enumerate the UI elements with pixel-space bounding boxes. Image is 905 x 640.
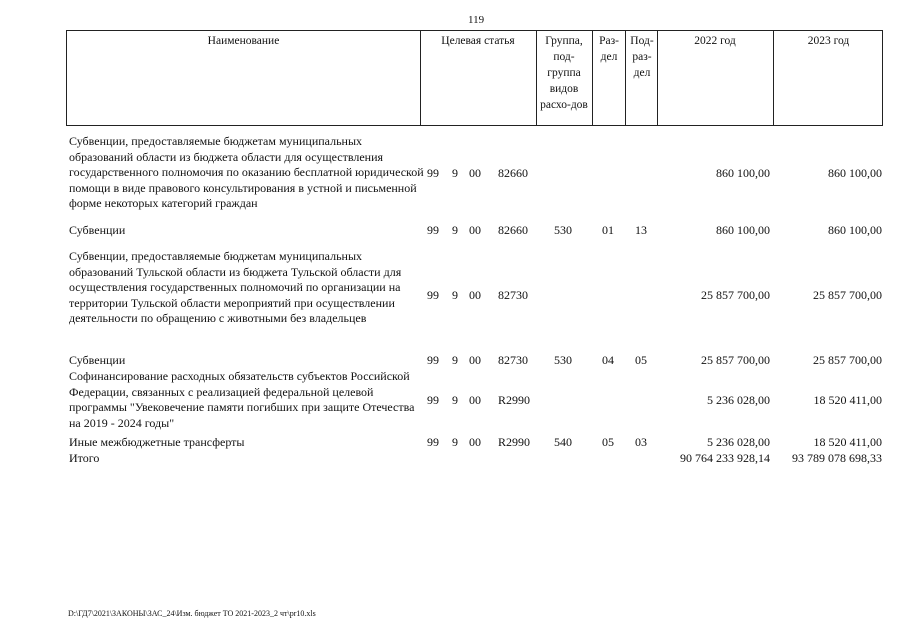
main-event-code: 00 (469, 223, 481, 237)
header-2023: 2023 год (807, 35, 850, 47)
amount-2023: 18 520 411,00 (813, 393, 882, 407)
total-2022: 90 764 233 928,14 (680, 451, 770, 465)
program-code: 99 (427, 223, 439, 237)
amount-2022: 25 857 700,00 (701, 353, 770, 367)
subsection: 05 (635, 353, 647, 367)
direction-code: 82660 (498, 166, 528, 180)
row-name: Субвенции (69, 223, 126, 237)
section: 01 (602, 223, 614, 237)
subprogram-code: 9 (452, 353, 458, 367)
main-event-code: 00 (469, 393, 481, 407)
table-row (66, 435, 896, 451)
row-name: Софинансирование расходных обязательств субъектов Российской Федерации, связанных с реализацией федеральной целевой программы "Увековечение памяти погибших при защите Отечества на 2019 - 2024 годы" (69, 369, 415, 430)
table-row (66, 353, 896, 369)
column-divider (592, 31, 593, 125)
program-code: 99 (427, 435, 439, 449)
program-code: 99 (427, 288, 439, 302)
expense-group: 540 (554, 435, 572, 449)
main-event-code: 00 (469, 435, 481, 449)
header-expense-group: Группа, под-группа видов расхо-дов (540, 35, 588, 111)
row-name: Субвенции, предоставляемые бюджетам муниципальных образований Тульской области из бюджета Тульской области для осуществления государственных полномочий по организации на территории Тульской области мероприятий при осуществлении деятельности по обращению с животными без владельцев (69, 249, 402, 325)
amount-2022: 5 236 028,00 (707, 393, 770, 407)
file-path-footer: D:\ГД7\2021\ЗАКОНЫ\ЗАС_24\Изм. бюджет ТО 2021-2023_2 чт\pr10.xls (68, 609, 316, 618)
column-divider (536, 31, 537, 125)
total-label: Итого (69, 451, 100, 465)
amount-2023: 18 520 411,00 (813, 435, 882, 449)
program-code: 99 (427, 166, 439, 180)
header-section: Раз-дел (599, 35, 619, 63)
subsection: 13 (635, 223, 647, 237)
total-row (66, 451, 896, 467)
amount-2022: 25 857 700,00 (701, 288, 770, 302)
direction-code: 82660 (498, 223, 528, 237)
header-target-article: Целевая статья (441, 35, 515, 47)
subprogram-code: 9 (452, 393, 458, 407)
direction-code: 82730 (498, 353, 528, 367)
program-code: 99 (427, 353, 439, 367)
table-row (66, 223, 896, 239)
subprogram-code: 9 (452, 435, 458, 449)
subprogram-code: 9 (452, 288, 458, 302)
column-divider (625, 31, 626, 125)
expense-group: 530 (554, 223, 572, 237)
header-name: Наименование (207, 35, 280, 47)
header-2022: 2022 год (694, 35, 736, 47)
expense-group: 530 (554, 353, 572, 367)
table-row (66, 369, 896, 433)
table-row (66, 134, 896, 214)
amount-2022: 860 100,00 (716, 223, 770, 237)
header-subsection: Под-раз-дел (630, 35, 654, 79)
amount-2023: 25 857 700,00 (813, 288, 882, 302)
row-name: Субвенции (69, 353, 126, 367)
amount-2022: 860 100,00 (716, 166, 770, 180)
total-2023: 93 789 078 698,33 (792, 451, 882, 465)
amount-2023: 25 857 700,00 (813, 353, 882, 367)
row-name: Субвенции, предоставляемые бюджетам муниципальных образований области из бюджета области для осуществления государственного полномочия по оказанию бесплатной юридической помощи в виде правового консультирования в устной и письменной форме некоторых категорий граждан (69, 134, 424, 210)
main-event-code: 00 (469, 166, 481, 180)
section: 05 (602, 435, 614, 449)
subsection: 03 (635, 435, 647, 449)
amount-2023: 860 100,00 (828, 223, 882, 237)
section: 04 (602, 353, 614, 367)
table-header (66, 30, 883, 126)
main-event-code: 00 (469, 288, 481, 302)
main-event-code: 00 (469, 353, 481, 367)
amount-2023: 860 100,00 (828, 166, 882, 180)
amount-2022: 5 236 028,00 (707, 435, 770, 449)
table-row (66, 249, 896, 345)
direction-code: 82730 (498, 288, 528, 302)
program-code: 99 (427, 393, 439, 407)
page-number: 119 (468, 14, 485, 26)
subprogram-code: 9 (452, 223, 458, 237)
direction-code: R2990 (498, 435, 531, 449)
subprogram-code: 9 (452, 166, 458, 180)
row-name: Иные межбюджетные трансферты (69, 435, 245, 449)
direction-code: R2990 (498, 393, 531, 407)
